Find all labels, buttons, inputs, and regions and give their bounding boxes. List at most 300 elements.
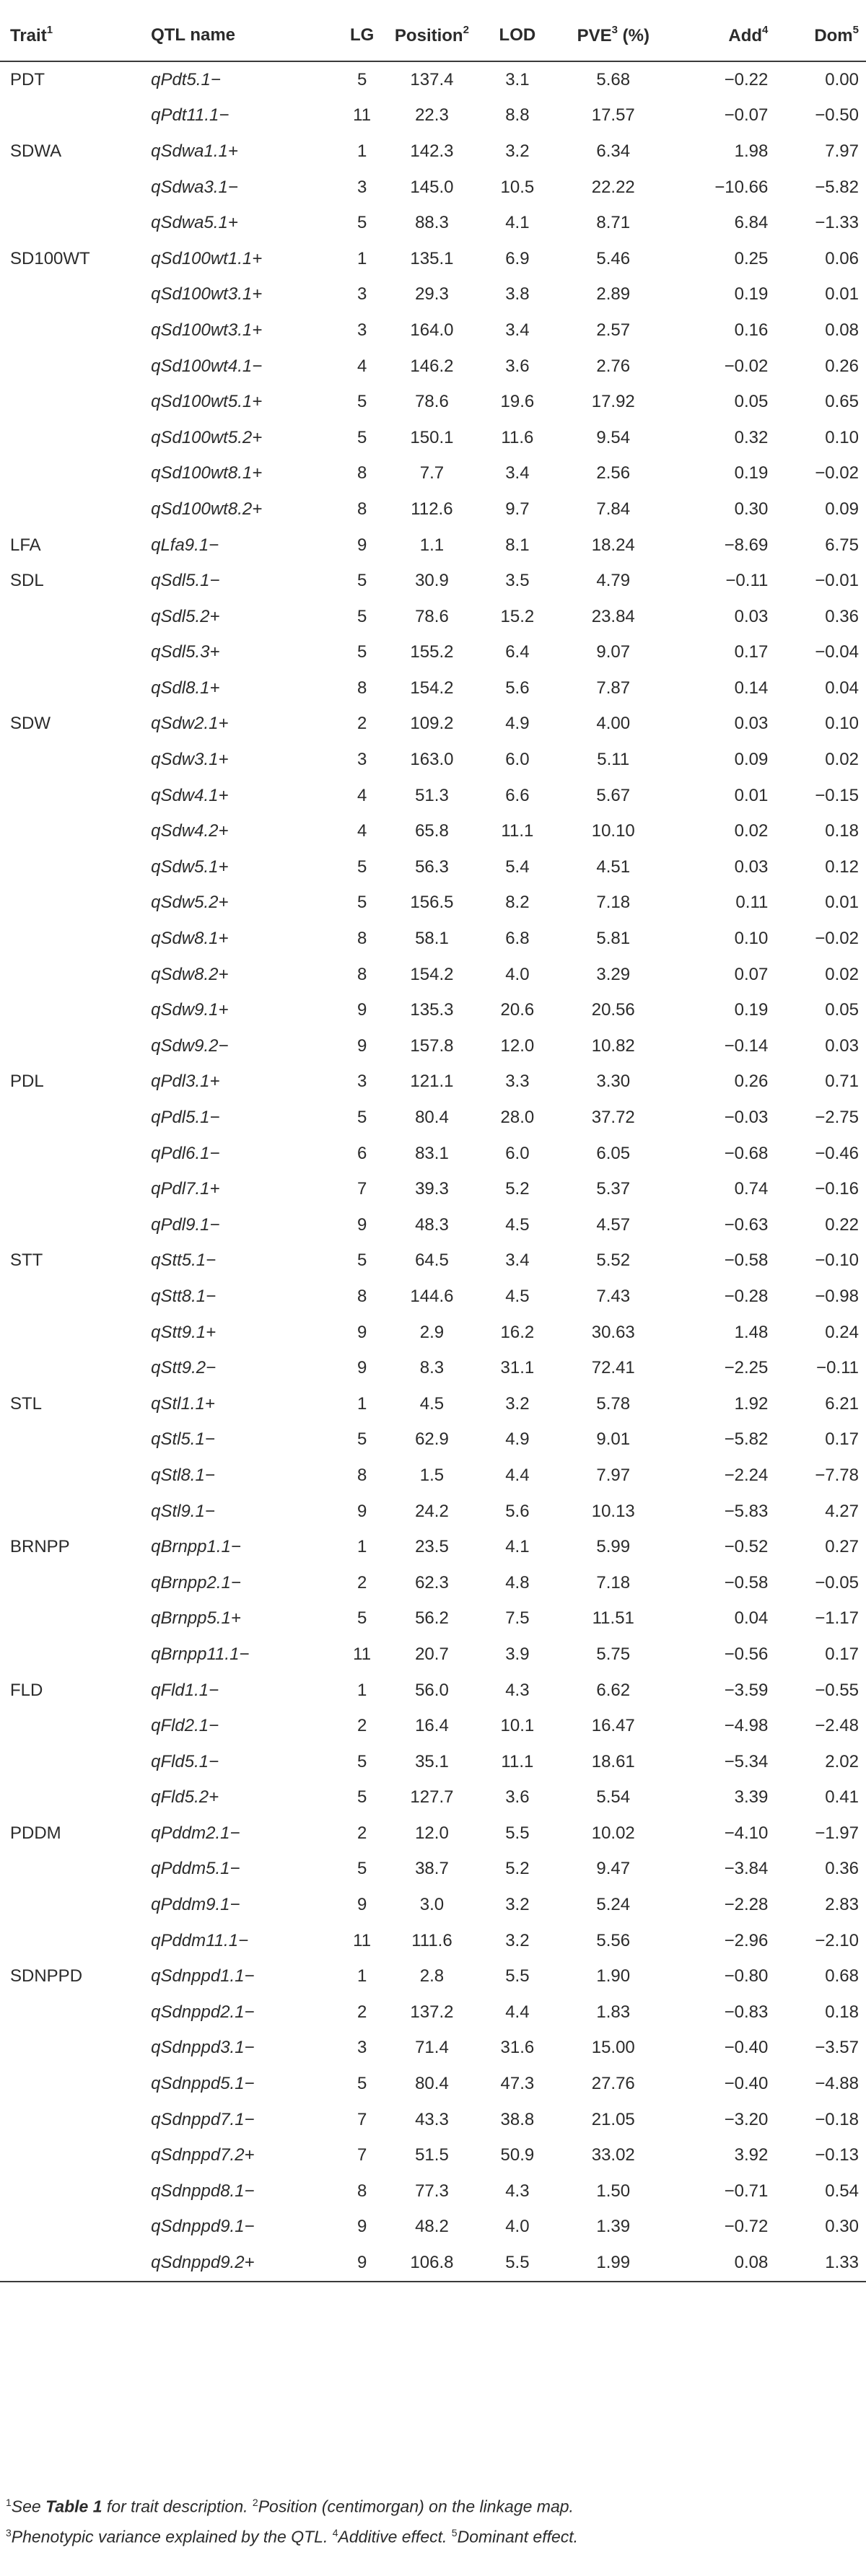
cell-lod: 6.0 [505,1143,530,1163]
cell-trait [0,813,151,849]
cell-pve: 72.41 [591,1358,635,1378]
cell-lg: 3 [357,284,367,305]
cell-pve: 5.68 [596,69,631,89]
table-row [0,885,866,921]
header-trait [0,10,151,61]
cell-position: 121.1 [410,1072,454,1092]
cell-trait [0,1565,151,1601]
cell-lod: 12.0 [500,1035,535,1056]
cell-position: 157.8 [410,1035,454,1056]
header-lg [340,10,385,61]
cell-trait: SDW [10,714,51,734]
cell-add: −0.11 [725,571,769,591]
cell-pve: 10.82 [591,1035,635,1056]
cell-lg: 5 [357,1108,367,1128]
qtl-table [0,10,866,2282]
cell-add: −0.58 [724,1572,769,1593]
cell-dom: 0.01 [825,893,859,913]
cell-position: 51.3 [415,785,449,805]
cell-position: 109.2 [410,714,454,734]
cell-lod: 3.5 [505,571,530,591]
cell-qtl-name: qSdnppd7.1− [151,2109,255,2129]
table-row [0,992,866,1028]
cell-trait [0,1852,151,1888]
cell-position: 22.3 [415,105,449,126]
cell-lg: 5 [357,427,367,447]
cell-lg: 5 [357,857,367,877]
cell-trait [0,1458,151,1494]
cell-lod: 3.6 [505,1787,530,1808]
header-trait-label: Trait [10,25,47,45]
table-row [0,706,866,742]
cell-trait: FLD [10,1680,43,1700]
cell-qtl-name: qFld5.1− [151,1751,219,1771]
cell-trait [0,1708,151,1744]
cell-position: 39.3 [415,1179,449,1199]
cell-pve: 5.67 [596,785,631,805]
cell-qtl-name: qSdw8.1+ [151,929,229,949]
cell-lod: 4.5 [505,1286,530,1306]
cell-qtl-name: qSdw4.2+ [151,821,229,841]
cell-dom: 0.05 [825,1000,859,1020]
cell-dom: 7.97 [825,141,859,161]
cell-position: 83.1 [415,1143,449,1163]
table-row [0,1815,866,1852]
cell-pve: 1.39 [596,2217,631,2237]
cell-pve: 5.52 [596,1250,631,1271]
cell-trait [0,170,151,206]
table-row [0,1207,866,1243]
cell-add: 0.03 [734,714,769,734]
cell-lg: 2 [357,1716,367,1736]
cell-add: 0.08 [671,2245,777,2282]
cell-qtl-name: qSdw9.1+ [151,1000,229,1020]
table-row [0,1852,866,1888]
cell-lg: 8 [357,929,367,949]
cell-qtl-name: qSdnppd3.1− [151,2038,255,2058]
cell-lod: 3.2 [505,1393,530,1414]
cell-dom: −0.50 [815,105,859,126]
table-row [0,456,866,492]
cell-qtl-name: qStl5.1− [151,1429,215,1450]
cell-lg: 5 [357,606,367,626]
footnote-3-marker: 3 [6,2526,12,2538]
cell-position: 23.5 [415,1537,449,1557]
cell-dom: 0.01 [825,284,859,305]
cell-pve: 10.02 [591,1823,635,1843]
cell-position: 8.3 [419,1358,445,1378]
cell-lg: 7 [357,2109,367,2129]
cell-position: 88.3 [415,213,449,233]
cell-lg: 2 [357,1823,367,1843]
cell-add: −5.83 [724,1501,769,1521]
cell-trait [0,1315,151,1351]
cell-pve: 3.29 [596,964,631,984]
cell-lg: 7 [357,2145,367,2165]
cell-add: 1.92 [734,1393,769,1414]
cell-trait [0,384,151,420]
cell-pve: 2.57 [596,320,631,340]
cell-trait [0,2245,151,2282]
cell-dom: 0.18 [825,821,859,841]
cell-position: 146.2 [410,356,454,376]
cell-qtl-name: qSdw9.2− [151,1035,229,1056]
cell-trait: LFA [10,535,41,555]
cell-pve: 18.24 [591,535,635,555]
cell-add: −0.80 [724,1966,769,1986]
cell-trait: SDWA [10,141,62,161]
cell-position: 154.2 [410,964,454,984]
cell-qtl-name: qSdnppd9.2+ [151,2245,340,2282]
cell-qtl-name: qSdw2.1+ [151,714,229,734]
cell-position: 48.3 [415,1214,449,1235]
cell-add: 0.74 [734,1179,769,1199]
cell-add: −3.20 [724,2109,769,2129]
cell-dom: 0.22 [825,1214,859,1235]
table-row [0,61,866,98]
cell-add: −5.34 [724,1751,769,1771]
cell-position: 77.3 [415,2181,449,2201]
cell-qtl-name: qPdl3.1+ [151,1072,220,1092]
cell-trait: PDDM [10,1823,61,1843]
cell-pve: 20.56 [591,1000,635,1020]
table-row [0,1887,866,1923]
cell-pve: 18.61 [591,1751,635,1771]
cell-pve: 30.63 [591,1322,635,1342]
cell-add: 3.39 [734,1787,769,1808]
cell-pve: 1.83 [596,2002,631,2022]
header-position-sup: 2 [463,23,469,36]
cell-position: 150.1 [410,427,454,447]
cell-qtl-name: qFld2.1− [151,1716,219,1736]
cell-lod: 50.9 [500,2145,535,2165]
table-row [0,1744,866,1780]
footnote-4-marker: 4 [332,2526,338,2538]
cell-qtl-name: qPddm5.1− [151,1859,240,1879]
cell-position: 4.5 [419,1393,445,1414]
cell-trait [0,1350,151,1386]
cell-lod: 10.5 [500,177,535,197]
cell-qtl-name: qSd100wt5.1+ [151,392,263,412]
cell-position: 3.0 [419,1895,445,1915]
cell-lg: 9 [357,2217,367,2237]
cell-lod: 5.2 [505,1859,530,1879]
cell-pve: 5.81 [596,929,631,949]
cell-dom: 0.09 [825,499,859,519]
cell-add: 0.19 [734,284,769,305]
cell-qtl-name: qSdw3.1+ [151,750,229,770]
cell-add: −4.10 [724,1823,769,1843]
cell-add: 0.25 [734,248,769,268]
cell-trait [0,1637,151,1673]
cell-pve: 7.43 [596,1286,631,1306]
cell-pve: 7.87 [596,678,631,698]
cell-dom: 0.71 [825,1072,859,1092]
cell-pve: 5.11 [597,750,630,770]
cell-lod: 31.1 [500,1358,535,1378]
footnote-1-post: for trait description. [102,2497,253,2516]
cell-pve: 4.51 [596,857,631,877]
cell-dom: 0.36 [825,1859,859,1879]
cell-qtl-name: qSd100wt4.1− [151,356,263,376]
cell-trait [0,456,151,492]
table-row [0,921,866,957]
cell-position: 62.9 [415,1429,449,1450]
cell-qtl-name: qSdl5.2+ [151,606,220,626]
cell-pve: 5.54 [596,1787,631,1808]
cell-pve: 4.79 [596,571,631,591]
cell-trait [0,1887,151,1923]
cell-lod: 4.3 [505,1680,530,1700]
cell-lg: 3 [357,750,367,770]
cell-qtl-name: qPddm11.1− [151,1930,249,1950]
cell-qtl-name: qSdwa1.1+ [151,141,238,161]
cell-dom: −0.02 [815,929,859,949]
cell-dom: −1.17 [815,1608,859,1629]
cell-dom: 0.00 [825,69,859,89]
cell-qtl-name: qSdl5.1− [151,571,220,591]
cell-lg: 1 [357,1680,367,1700]
table-row [0,1994,866,2030]
cell-qtl-name: qSdw4.1+ [151,785,229,805]
cell-lg: 7 [357,1179,367,1199]
cell-lod: 4.8 [505,1572,530,1593]
cell-lod: 31.6 [500,2038,535,2058]
cell-qtl-name: qStt9.2− [151,1358,216,1378]
cell-lod: 5.5 [505,1823,530,1843]
cell-pve: 2.89 [596,284,631,305]
cell-pve: 10.13 [591,1501,635,1521]
cell-trait [0,1171,151,1207]
cell-pve: 7.97 [596,1465,631,1485]
cell-add: 0.02 [734,821,769,841]
cell-add: 0.30 [734,499,769,519]
cell-dom: 0.65 [825,392,859,412]
cell-qtl-name: qSdl8.1+ [151,678,220,698]
cell-dom: 0.26 [825,356,859,376]
cell-trait [0,1923,151,1959]
table-row [0,2245,866,2282]
cell-trait: SDL [10,571,44,591]
cell-lg: 8 [357,678,367,698]
table-row [0,2209,866,2246]
cell-lg: 9 [357,1895,367,1915]
cell-trait [0,1780,151,1816]
cell-add: 0.09 [734,750,769,770]
cell-dom: −2.48 [815,1716,859,1736]
cell-dom: −0.46 [815,1143,859,1163]
cell-position: 58.1 [415,929,449,949]
header-position-label: Position [394,25,463,45]
cell-lg: 9 [357,1501,367,1521]
cell-dom: 0.41 [825,1787,859,1808]
table-row [0,1136,866,1172]
cell-dom: −2.75 [815,1108,859,1128]
cell-lod: 6.0 [505,750,530,770]
cell-lg: 5 [357,1787,367,1808]
footnote-4-text: Additive effect. [338,2527,452,2546]
footnote-5-text: Dominant effect. [457,2527,579,2546]
cell-lg: 9 [357,1358,367,1378]
table-row [0,1100,866,1136]
header-position [385,10,480,61]
table-row [0,349,866,385]
cell-lg: 1 [357,1393,367,1414]
cell-position: 78.6 [415,392,449,412]
header-qtl-name-label: QTL name [151,25,236,45]
cell-lg: 1 [357,141,367,161]
cell-trait: PDT [10,69,45,89]
cell-qtl-name: qSdw5.2+ [151,893,229,913]
cell-trait [0,1136,151,1172]
table-row [0,849,866,885]
cell-trait [0,277,151,313]
cell-dom: −1.97 [815,1823,859,1843]
cell-lg: 3 [357,320,367,340]
cell-dom: −3.57 [815,2038,859,2058]
cell-trait [0,1100,151,1136]
table-row [0,98,866,134]
cell-dom: −0.11 [816,1358,859,1378]
cell-pve: 7.18 [596,1572,631,1593]
cell-lg: 8 [357,499,367,519]
header-add [671,10,777,61]
cell-trait [0,2173,151,2209]
cell-trait: SD100WT [10,248,90,268]
cell-qtl-name: qSd100wt1.1+ [151,248,263,268]
cell-add: −0.63 [724,1214,769,1235]
cell-lod: 16.2 [500,1322,535,1342]
table-row [0,1494,866,1530]
cell-dom: −0.15 [815,785,859,805]
cell-pve: 1.50 [596,2181,631,2201]
cell-trait [0,635,151,671]
cell-dom: 0.68 [825,1966,859,1986]
cell-lod: 10.1 [500,1716,535,1736]
cell-position: 1.1 [419,535,445,555]
cell-pve: 10.10 [591,821,635,841]
cell-lod: 5.2 [505,1179,530,1199]
cell-lg: 11 [353,105,372,126]
cell-add: −0.02 [724,356,769,376]
cell-lod: 4.0 [505,2217,530,2237]
cell-lod: 8.1 [505,535,530,555]
cell-add: −10.66 [714,177,769,197]
table-row [0,1028,866,1064]
cell-add: −3.59 [724,1680,769,1700]
cell-dom: 0.17 [825,1644,859,1664]
header-dom [777,10,866,61]
cell-add: −0.22 [724,69,769,89]
cell-pve: 5.56 [596,1930,631,1950]
table-row [0,1565,866,1601]
table-row [0,813,866,849]
cell-lg: 2 [357,1572,367,1593]
table-row [0,1780,866,1816]
cell-add: −0.14 [724,1035,769,1056]
cell-add: 0.17 [734,642,769,662]
cell-lg: 2 [357,2002,367,2022]
table-row [0,1171,866,1207]
cell-position: 144.6 [410,1286,454,1306]
cell-lg: 9 [357,535,367,555]
cell-lg: 5 [357,571,367,591]
cell-dom: 0.17 [825,1429,859,1450]
cell-lg: 8 [357,1465,367,1485]
cell-add: 0.07 [734,964,769,984]
table-row [0,1708,866,1744]
cell-lod: 4.9 [505,1429,530,1450]
cell-trait [0,1601,151,1637]
cell-lg: 2 [357,714,367,734]
cell-lod: 6.6 [505,785,530,805]
cell-lod: 4.4 [505,1465,530,1485]
cell-pve: 5.46 [596,248,631,268]
cell-add: −4.98 [724,1716,769,1736]
cell-add: −0.40 [724,2038,769,2058]
cell-qtl-name: qPdt5.1− [151,69,221,89]
cell-lod: 3.2 [505,1895,530,1915]
cell-position: 142.3 [410,141,454,161]
cell-lg: 1 [357,248,367,268]
cell-position: 48.2 [415,2217,449,2237]
cell-lg: 4 [357,356,367,376]
cell-qtl-name: qStt9.1+ [151,1322,216,1342]
cell-trait [0,849,151,885]
cell-lg: 11 [353,1644,372,1664]
cell-qtl-name: qStt8.1− [151,1286,216,1306]
cell-trait [0,98,151,134]
cell-lod: 11.1 [501,821,534,841]
cell-add: 1.98 [734,141,769,161]
cell-dom: −1.33 [815,213,859,233]
cell-trait [0,1744,151,1780]
header-dom-sup: 5 [852,23,859,36]
cell-position: 135.1 [410,248,454,268]
cell-trait [0,420,151,456]
cell-pve: 5.37 [596,1179,631,1199]
cell-pve: 2.56 [596,463,631,483]
cell-lg: 1 [357,1537,367,1557]
cell-qtl-name: qBrnpp5.1+ [151,1608,241,1629]
cell-add: −0.28 [724,1286,769,1306]
footnote-1-table-ref[interactable]: Table 1 [45,2497,102,2516]
cell-trait [0,957,151,993]
cell-position: 56.0 [415,1680,449,1700]
cell-add: −2.25 [724,1358,769,1378]
cell-position: 163.0 [410,750,454,770]
cell-position: 38.7 [415,1859,449,1879]
cell-add: −5.82 [724,1429,769,1450]
cell-add: 0.04 [734,1608,769,1629]
cell-add: 6.84 [734,213,769,233]
cell-qtl-name: qSd100wt3.1+ [151,320,263,340]
table-row [0,1386,866,1422]
table-row [0,2173,866,2209]
cell-position: 155.2 [410,642,454,662]
cell-pve: 9.07 [596,642,631,662]
cell-qtl-name: qSdl5.3+ [151,642,220,662]
cell-trait [0,2102,151,2138]
cell-lg: 9 [340,2245,385,2282]
table-row [0,742,866,778]
cell-qtl-name: qPddm2.1− [151,1823,240,1843]
table-row [0,1422,866,1458]
cell-dom: −0.05 [815,1572,859,1593]
cell-dom: 0.02 [825,750,859,770]
table-row [0,1279,866,1315]
table-row [0,420,866,456]
